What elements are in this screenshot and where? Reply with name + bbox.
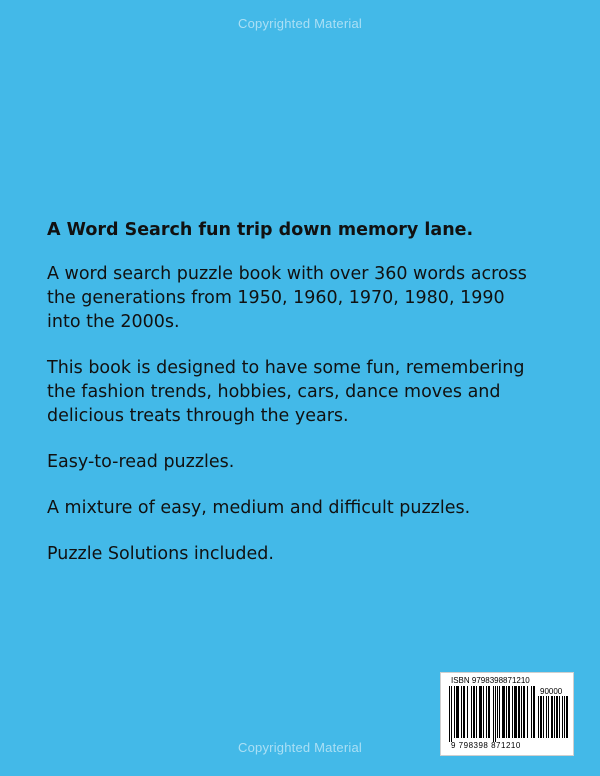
feature-difficulty-mix: [47, 496, 567, 520]
text-line: This book is designed to have some fun, remembering: [47, 358, 525, 378]
text-line: Puzzle Solutions included.: [47, 544, 274, 564]
watermark-bottom: Copyrighted Material: [238, 740, 362, 755]
back-cover-text: [47, 218, 567, 588]
watermark-top: Copyrighted Material: [238, 16, 362, 31]
text-line: A mixture of easy, medium and difficult puzzles.: [47, 498, 471, 518]
text-line: A word search puzzle book with over 360 words across: [47, 264, 527, 284]
addon-barcode-icon: [538, 696, 568, 742]
ean13-barcode-icon: [449, 686, 535, 742]
text-line: delicious treats through the years.: [47, 406, 349, 426]
feature-easy-read: [47, 450, 567, 474]
barcode-digits: 9 798398 871210: [451, 741, 521, 750]
description-paragraph: [47, 262, 567, 334]
headline: A Word Search fun trip down memory lane.: [47, 220, 474, 240]
text-line: the fashion trends, hobbies, cars, dance moves and: [47, 382, 501, 402]
purpose-paragraph: [47, 356, 567, 428]
text-line: Easy-to-read puzzles.: [47, 452, 235, 472]
text-line: into the 2000s.: [47, 312, 180, 332]
price-code: 90000: [540, 687, 563, 696]
feature-solutions: [47, 542, 567, 566]
text-line: the generations from 1950, 1960, 1970, 1980, 1990: [47, 288, 505, 308]
isbn-label: ISBN 9798398871210: [451, 676, 530, 685]
